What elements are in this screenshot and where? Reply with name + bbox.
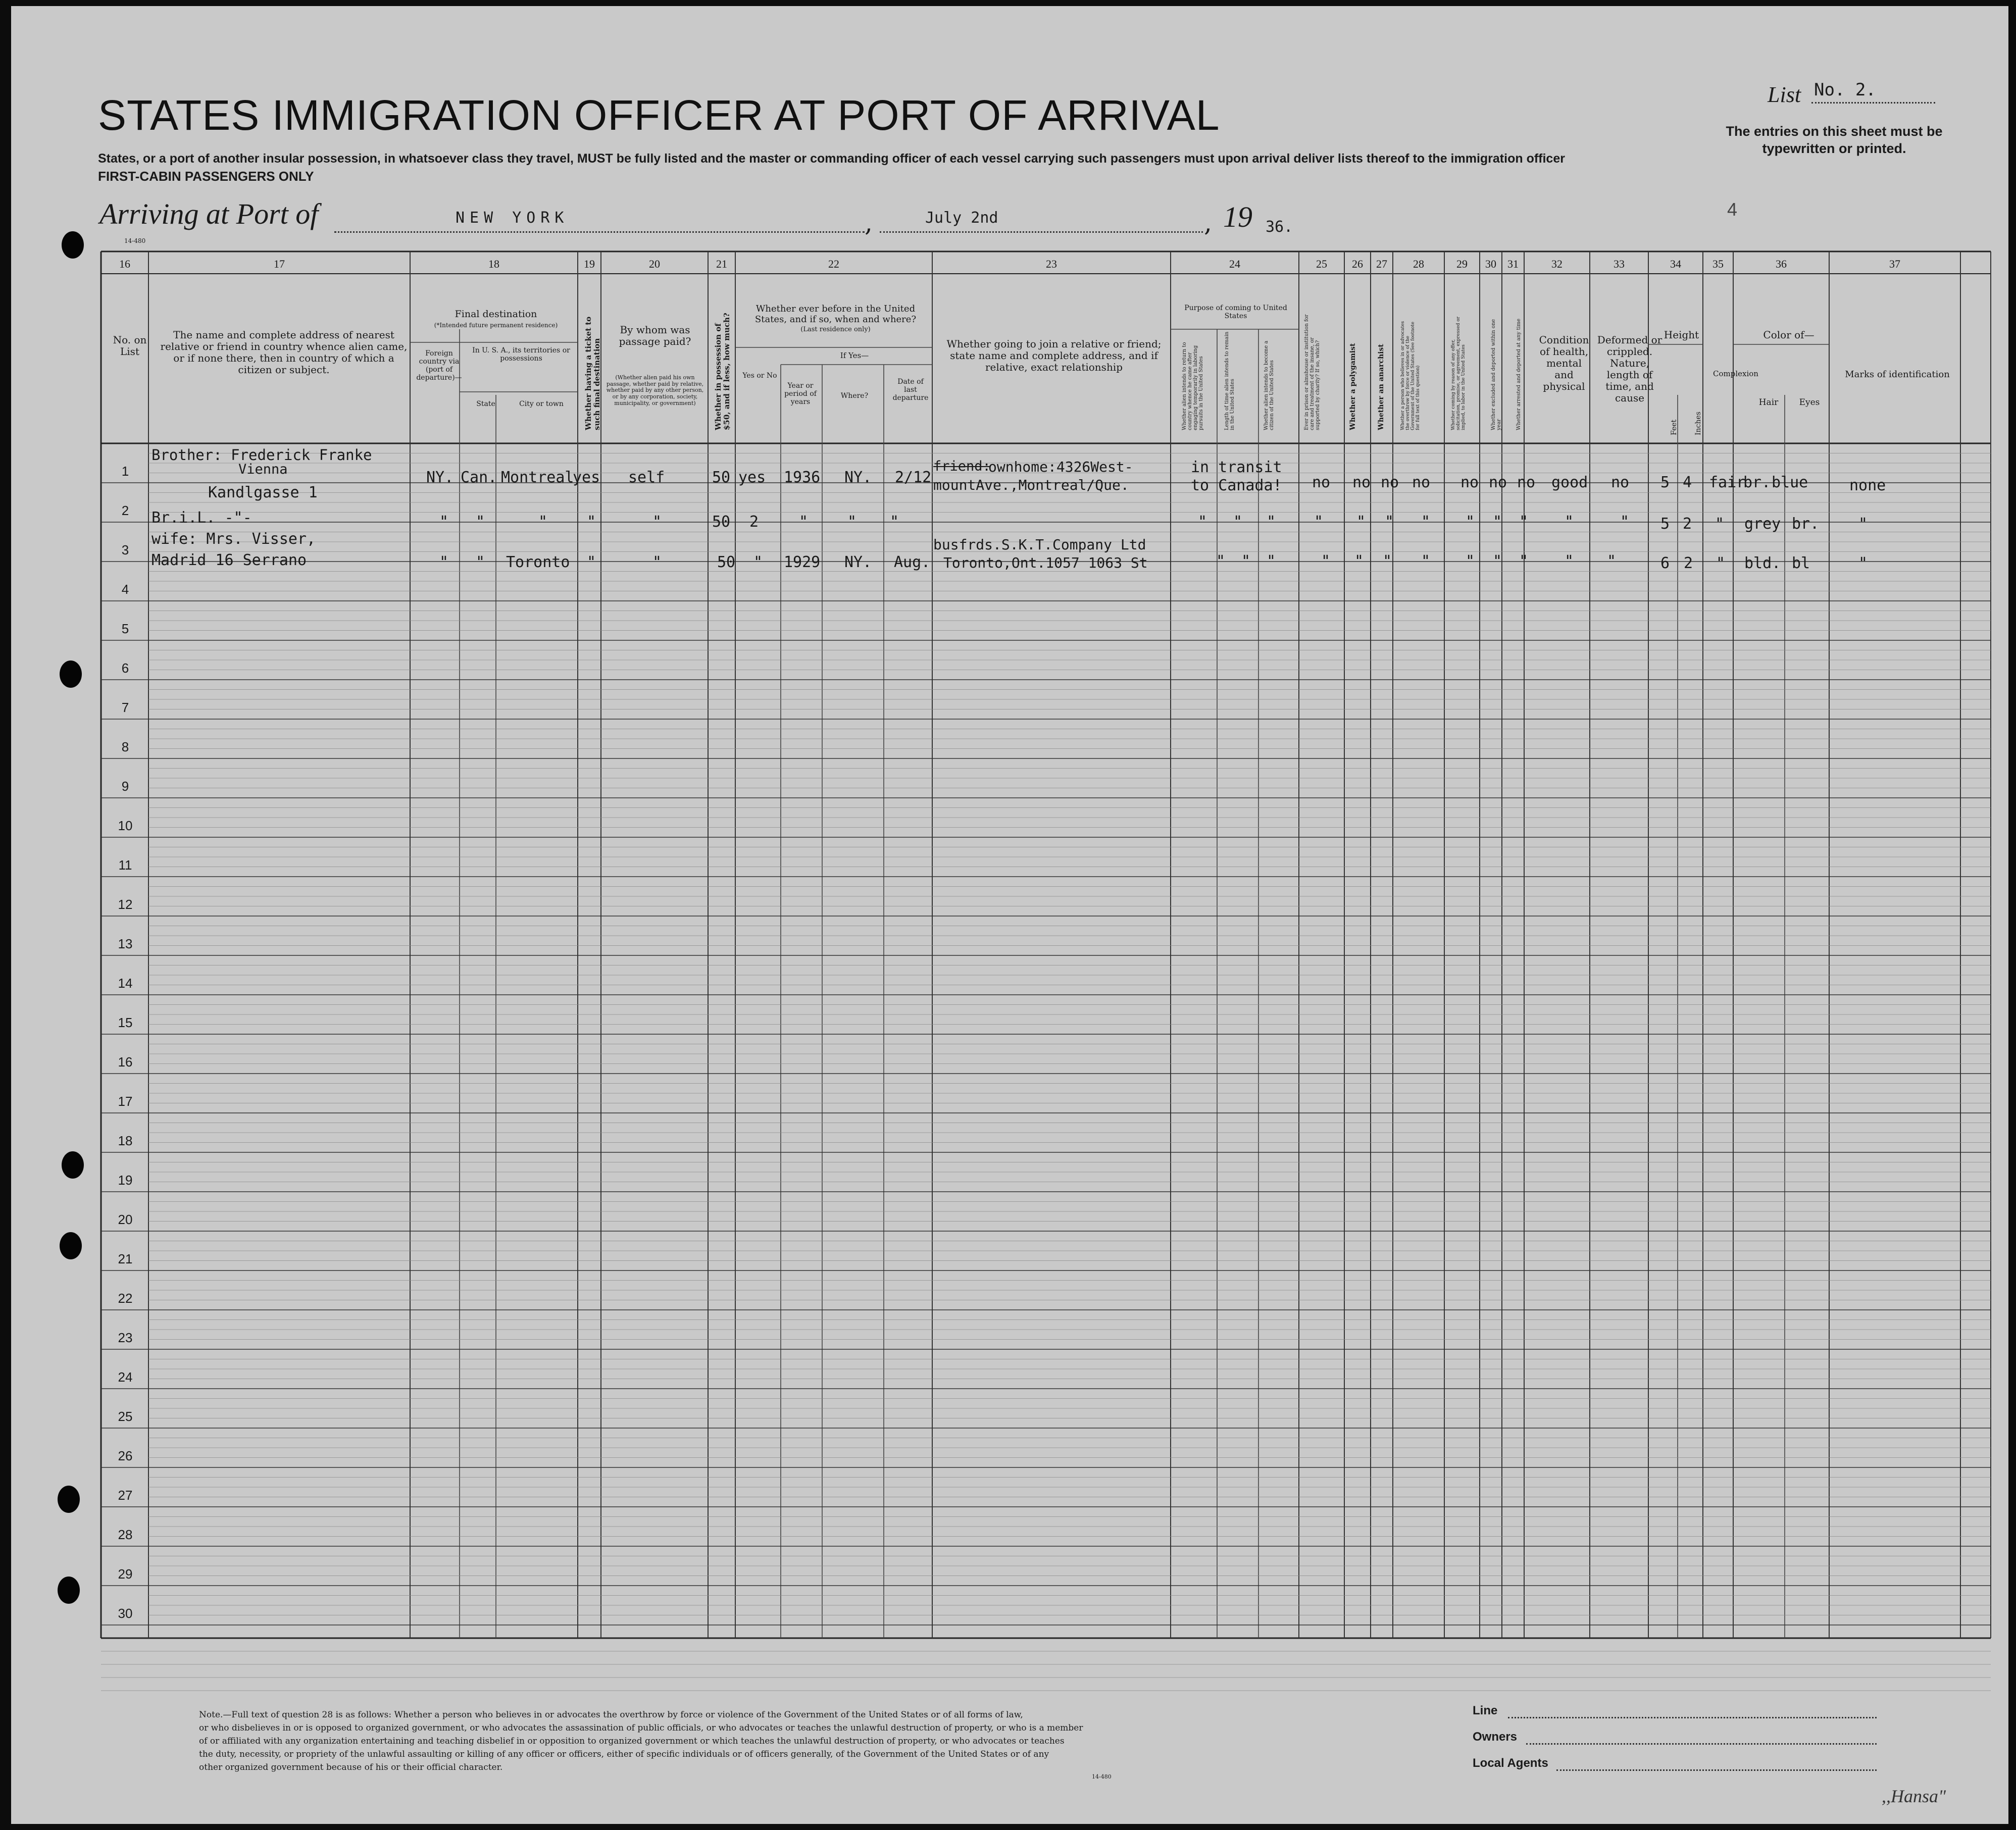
marks: " [1858,515,1868,533]
header-state: State [476,400,495,408]
header-relative: The name and complete address of nearest relative or friend in country whence alien came, or if none there, then in country of which a citizen or subject. [160,329,408,376]
port-value: NEW YORK [456,209,569,227]
header-polygamist: Whether a polygamist [1349,343,1357,430]
ticket: " [587,513,596,531]
before-where: NY. [844,553,872,571]
header-prison: Ever in prison or almshouse or institution for care and treatment of the insane, or supported by charity? If so, which? [1304,314,1321,430]
row-number: 25 [118,1409,133,1424]
column-number: 29 [1456,258,1468,270]
money: 50 [717,553,736,571]
header-color: Color of— [1763,329,1815,341]
header-purpose: Purpose of coming to United States [1184,304,1287,321]
header-feet: Feet [1670,419,1678,435]
header-passage-paid: By whom was passage paid? [619,324,691,347]
excluded: " [1493,513,1502,531]
row-number: 12 [118,897,133,912]
deformed: " [1607,552,1617,570]
date-value: July 2nd [925,209,998,227]
page-mark: 4 [1727,199,1738,220]
column-number: 25 [1316,258,1327,270]
header-no-on-list: No. on List [113,334,147,358]
marks: none [1849,477,1886,494]
overthrow: " [1421,552,1431,570]
dest-state: " [476,553,485,571]
column-number: 20 [649,258,660,270]
row-number: 4 [121,582,129,597]
header-overthrow: Whether a person who believes in or advocates the overthrow by force or violence of the Government of the United States (See footnote for full text of this question) [1400,321,1421,430]
prison: " [1314,513,1324,531]
last-departure: 2/12 [895,469,932,486]
deported: " [1519,513,1529,531]
comma-1: , [865,208,873,237]
health: good [1551,474,1588,491]
row-number: 2 [121,503,129,518]
manifest-sheet [11,6,2008,1824]
join-struck: friend: [933,459,991,474]
header-excluded: Whether excluded and deported within one year [1491,319,1502,430]
polygamist: no [1352,474,1371,491]
last-departure: Aug. [894,553,931,571]
form-number-bottom: 14-480 [1092,1773,1112,1780]
hair: br. [1743,474,1771,491]
row-number: 15 [118,1015,133,1030]
paid-by: " [652,553,662,571]
owners-field [1526,1743,1877,1745]
column-number: 33 [1614,258,1625,270]
vessel-name: ,,Hansa" [1882,1786,1946,1806]
header-city: City or town [519,400,564,408]
height-feet: 6 [1660,554,1670,572]
anarchist: no [1381,474,1399,491]
owners-label: Owners [1473,1730,1518,1744]
header-marks: Marks of identification [1845,369,1950,380]
complexion: " [1716,554,1726,572]
header-deported: Whether arrested and deported at any time [1516,318,1522,430]
dest-city: Toronto [506,553,570,571]
before-year: " [799,513,809,531]
column-number: 37 [1889,258,1900,270]
relative-name: Brother: Frederick Franke [152,446,372,464]
row-number: 11 [118,857,132,873]
height-feet: 5 [1660,474,1670,491]
header-passage-paid-sub: (Whether alien paid his own passage, whether paid by relative, whether paid by any other person, or by any corporation, society, municipality, or government) [606,374,704,406]
deformed: " [1620,513,1630,531]
row-number: 27 [118,1488,133,1503]
header-deformed: Deformed or crippled. Nature, length of time, and cause [1597,334,1662,404]
before-yes-no: yes [738,469,766,486]
offer: no [1460,474,1479,491]
prison: no [1312,474,1331,491]
row-number: 29 [118,1566,133,1582]
deported: no [1517,474,1536,491]
complexion: " [1715,515,1725,533]
header-in-usa: In U. S. A., its territories or possessions [472,346,570,363]
column-number: 32 [1551,258,1563,270]
footnote-line-1: Note.—Full text of question 28 is as follows: Whether a person who believes in or advocates the overthrow by force or violence of the Government of the United States or of all forms of law, [199,1710,1023,1720]
purpose-1: in transit [1191,459,1282,476]
column-number: 26 [1352,258,1363,270]
before-yes-no: 2 [749,513,759,531]
year-prefix: 19 [1223,200,1252,233]
header-purpose-a: Whether alien intends to return to country whence he came after engaging temporarily in laboring pursuits in the United States [1182,342,1204,430]
before-year: 1929 [784,553,821,571]
header-height: Height [1664,329,1699,341]
deported: " [1519,552,1529,570]
before-where: " [847,513,857,531]
before-year: 1936 [784,469,821,486]
money: 50 [712,513,731,531]
header-final-destination-sub: (*Intended future permanent residence) [434,322,558,329]
join-address-2: Toronto,Ont.1057 1063 St [943,554,1148,571]
row-number: 13 [118,936,133,951]
purpose-a: " [1198,513,1207,531]
row-number: 21 [118,1251,133,1266]
ticket: " [587,553,596,571]
complexion: fair [1709,474,1746,491]
eyes: bl [1792,554,1810,572]
purpose-c: " [1267,513,1276,531]
purpose-b: " [1233,513,1243,531]
eyes: br. [1792,515,1820,533]
ticket: yes [573,469,600,486]
dest-state: Can. [461,469,497,486]
header-hair: Hair [1758,397,1779,408]
column-number: 30 [1485,258,1496,270]
column-number: 24 [1229,258,1240,270]
form-number-top: 14-480 [124,237,146,244]
column-number: 23 [1046,258,1057,270]
overthrow: no [1412,474,1431,491]
column-number: 19 [584,258,595,270]
relative-address: Kandlgasse 1 [208,484,318,501]
header-purpose-b: Length of time alien intends to remain in the United States [1224,331,1235,430]
column-number: 34 [1670,258,1681,270]
arriving-label: Arriving at Port of [99,197,319,230]
header-year: Year or period of years [784,382,817,406]
relative-address: Madrid 16 Serrano [152,551,307,569]
dest-state: " [476,513,485,531]
polygamist: " [1356,513,1366,531]
header-eyes: Eyes [1799,397,1820,408]
money: 50 [712,469,731,486]
column-number: 17 [274,258,285,270]
column-number: 21 [716,258,727,270]
health: " [1565,552,1574,570]
row-number: 7 [121,700,129,715]
prison: " [1321,552,1331,570]
eyes: blue [1772,474,1808,491]
height-inches: 2 [1683,515,1692,533]
header-if-yes: If Yes— [840,351,869,360]
footnote-line-3: of or affiliated with any organization entertaining and teaching disbelief in or opposition to organized government or which teaches the unlawful destruction of property, or who advocates or teaches [199,1736,1065,1746]
last-departure: " [890,513,899,531]
row-number: 23 [118,1330,133,1345]
relative-city: Vienna [238,462,288,477]
header-foreign-country: Foreign country via (port of departure)— [416,349,462,382]
row-number: 8 [121,739,129,754]
before-yes-no: " [753,553,763,571]
row-number: 9 [121,779,129,794]
offer: " [1466,552,1475,570]
height-inches: 4 [1683,474,1692,491]
column-number: 36 [1776,258,1787,270]
line-label: Line [1473,1704,1498,1717]
row-number: 22 [118,1291,133,1306]
column-number: 16 [119,258,130,270]
header-ticket: Whether having a ticket to such final destination [584,316,601,430]
paid-by: self [628,469,665,486]
agents-field [1556,1769,1877,1771]
list-label: List [1768,82,1801,107]
relative-name: Br.i.L. -"- [152,509,252,527]
offer: " [1466,513,1475,531]
anarchist: " [1383,552,1392,570]
row-number: 14 [118,976,133,991]
relative-name: wife: Mrs. Visser, [152,530,316,548]
header-last-departure: Date of last departure [892,378,929,402]
deformed: no [1611,474,1630,491]
row-number: 26 [118,1448,133,1463]
row-number: 20 [118,1212,133,1227]
dest-city: Montreal [501,469,574,486]
column-number: 27 [1376,258,1387,270]
purpose-c: " [1267,552,1276,570]
column-number: 18 [488,258,499,270]
marks: " [1858,554,1868,572]
instruction-line-1: States, or a port of another insular possession, in whatsoever class they travel, MUST be fully listed and the master or commanding officer of each vessel carrying such passengers must upon arrival deliver lists thereof to the immigration officer [98,151,1565,166]
join-address-2: mountAve.,Montreal/Que. [933,477,1129,493]
purpose-b: " [1241,552,1251,570]
agents-label: Local Agents [1473,1756,1548,1770]
excluded: no [1489,474,1507,491]
hair: grey [1744,515,1781,533]
overthrow: " [1421,513,1431,531]
foreign-country: " [439,513,449,531]
purpose-a: " [1216,552,1226,570]
foreign-country: NY. [426,469,454,486]
height-inches: 2 [1684,554,1693,572]
column-number: 28 [1413,258,1424,270]
header-complexion: Complexion [1713,369,1758,378]
hair: bld. [1744,554,1781,572]
paid-by: " [652,513,662,531]
row-number: 3 [121,542,129,557]
list-number: No. 2. [1814,80,1876,100]
header-ever-before: Whether ever before in the United States, and if so, when and where? [754,303,917,325]
header-purpose-c: Whether alien intends to become a citizen of the United States [1264,340,1275,430]
line-field [1508,1717,1877,1718]
comma-2: , [1204,208,1212,237]
page-title: STATES IMMIGRATION OFFICER AT PORT OF ARRIVAL [98,91,1220,139]
row-number: 16 [118,1054,133,1070]
header-fifty-dollars: Whether in possession of $50, and if less, how much? [714,313,731,430]
row-number: 28 [118,1527,133,1542]
excluded: " [1493,552,1502,570]
header-ever-before-sub: (Last residence only) [800,326,871,333]
column-number: 22 [828,258,839,270]
row-number: 18 [118,1133,133,1148]
row-number: 30 [118,1606,133,1621]
row-number: 10 [118,818,133,833]
header-join-relative: Whether going to join a relative or friend; state name and complete address, and if relative, exact relationship [946,338,1162,373]
join-address-1: ownhome:4326West- [988,459,1133,475]
row-number: 6 [121,660,129,676]
header-offer: Whether coming by reason of any offer, solicitation, promise, or agreement, expressed or implied, to labor in the United States [1451,316,1466,430]
column-number: 35 [1712,258,1724,270]
health: " [1565,513,1574,531]
footnote-line-4: the duty, necessity, or propriety of the unlawful assaulting or killing of any officer or officers, either of specific individuals or of officers generally, of the Government of the United States or of any [199,1749,1049,1759]
header-anarchist: Whether an anarchist [1377,344,1385,430]
height-feet: 5 [1660,515,1670,533]
column-number: 31 [1507,258,1519,270]
header-health: Condition of health, mental and physical [1539,334,1589,392]
header-where: Where? [840,392,869,400]
typewritten-note: The entries on this sheet must be typewritten or printed. [1726,124,1943,156]
row-number: 19 [118,1173,133,1188]
instruction-line-2: FIRST-CABIN PASSENGERS ONLY [98,169,314,184]
footnote-line-2: or who disbelieves in or is opposed to organized government, or who advocates the assassination of public officials, or who advocates or teaches the unlawful destruction of property, or who is a member [199,1723,1083,1733]
row-number: 5 [121,621,129,636]
header-yes-no: Yes or No [742,372,777,380]
table-grid [11,6,2008,1824]
anarchist: " [1385,513,1394,531]
purpose-2: to Canada! [1191,477,1282,494]
year-suffix: 36. [1266,218,1293,236]
before-where: NY. [844,469,872,486]
header-final-destination: Final destination [455,309,537,320]
row-number: 1 [121,464,129,479]
join-address-1: busfrds.S.K.T.Company Ltd [933,536,1146,553]
row-number: 24 [118,1369,133,1385]
foreign-country: " [439,553,449,571]
dest-city: " [538,513,548,531]
header-inches: Inches [1694,412,1702,435]
polygamist: " [1354,552,1364,570]
row-number: 17 [118,1094,133,1109]
footnote-line-5: other organized government because of his or their official character. [199,1762,503,1772]
